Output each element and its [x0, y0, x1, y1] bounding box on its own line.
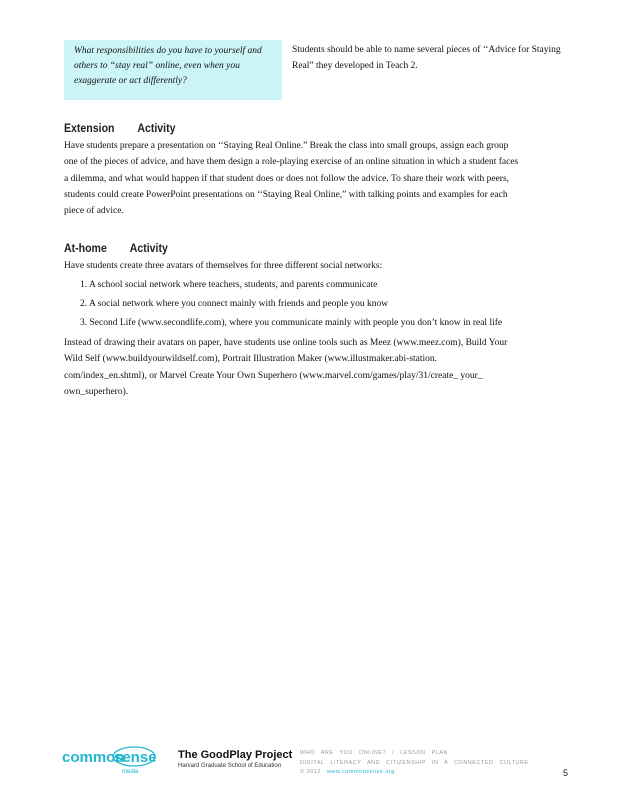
- goodplay-subtitle: Harvard Graduate School of Education: [178, 763, 282, 769]
- page-footer: [0, 742, 618, 782]
- extension-heading-word-1: Extension: [64, 121, 115, 135]
- goodplay-logo: The GoodPlay Project: [178, 749, 293, 761]
- extension-heading-word-2: Activity: [137, 121, 176, 135]
- footer-curriculum-line: DIGITAL LITERACY AND CITIZENSHIP IN A CONNECTED CULTURE: [300, 760, 529, 766]
- copyright: © 2012: [300, 769, 321, 775]
- list-item: 3. Second Life (www.secondlife.com), where you communicate mainly with people you don’t know in real life: [80, 318, 503, 328]
- extension-body: Have students prepare a presentation on ‘‘Staying Real Online.” Break the class into small groups, assign each group one of the pieces of advice, and have them design a role-playing exercise of an online situation in which a student faces a dilemma, and what would happen if that student does or does not follow the advice. To share their work with peers, students could create PowerPoint presentations on ‘‘Staying Real Online,” with talking points and examples for each piece of advice.: [64, 141, 519, 217]
- at-home-heading-word-1: At-home: [64, 241, 107, 255]
- at-home-outro: Instead of drawing their avatars on paper, have students use online tools such as Meez (www.meez.com), Build Your Wild Self (www.buildyourwildself.com), Portrait Illustration Maker (www.illustmaker.abi-station. com/index_en.shtml), or Marvel Create Your Own Superhero (www.marvel.com/games/play/31/create_ your_ own_superhero).: [64, 338, 508, 397]
- at-home-heading-word-2: Activity: [129, 241, 168, 255]
- avatar-list: [80, 276, 540, 333]
- discussion-answer: Students should be able to name several pieces of ‘‘Advice for Staying Real” they developed in Teach 2.: [292, 45, 561, 71]
- cs-logo-common: common: [62, 749, 125, 766]
- at-home-intro: Have students create three avatars of themselves for three different social networks:: [64, 261, 383, 271]
- page-number: 5: [563, 768, 569, 778]
- cs-logo-sense: sense: [114, 749, 157, 766]
- footer-copyright-line: [300, 769, 395, 775]
- website-link[interactable]: www.commonsense.org: [326, 769, 395, 775]
- list-item: 2. A social network where you connect mainly with friends and people you know: [80, 299, 389, 309]
- list-item: 1. A school social network where teachers, students, and parents communicate: [80, 280, 378, 290]
- extension-heading: [64, 121, 176, 135]
- discussion-question: What responsibilities do you have to yourself and others to “stay real” online, even when you exaggerate or act differently?: [74, 46, 262, 86]
- cs-logo-media: media: [122, 769, 139, 775]
- common-sense-logo: [62, 742, 166, 778]
- discussion-question-box: [64, 40, 282, 100]
- at-home-heading: [64, 241, 168, 255]
- footer-lesson-line: WHO ARE YOU ONLINE? / LESSON PLAN: [300, 750, 449, 756]
